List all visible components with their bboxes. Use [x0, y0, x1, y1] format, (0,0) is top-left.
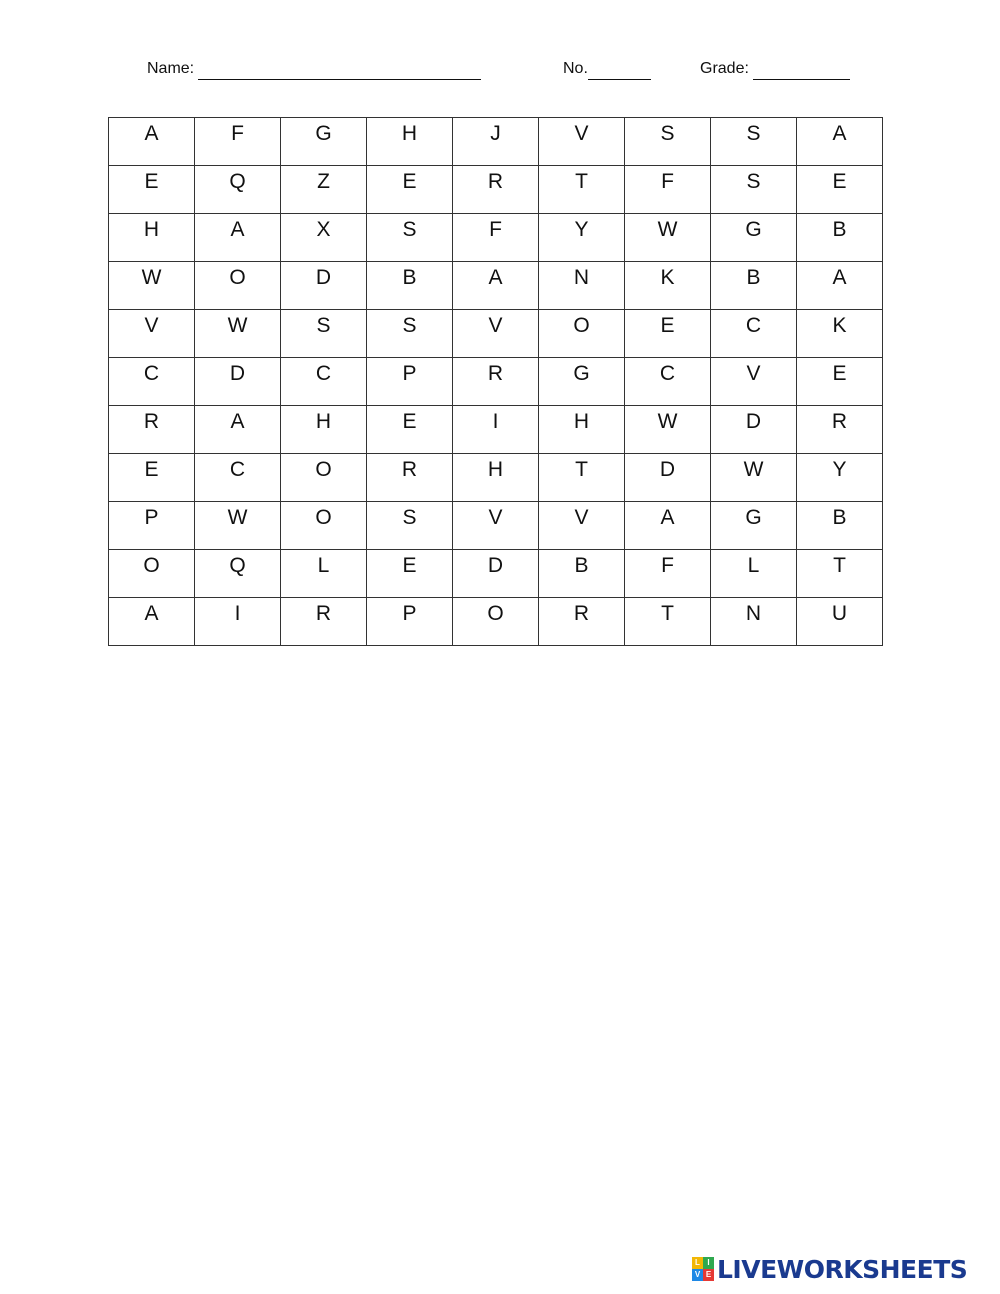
name-field[interactable] [147, 58, 481, 80]
grid-letter: Q [229, 170, 246, 193]
grid-cell[interactable] [539, 502, 625, 550]
grid-row [109, 406, 883, 454]
grid-cell[interactable] [109, 214, 195, 262]
grid-letter: L [747, 554, 760, 577]
grid-cell[interactable] [109, 598, 195, 646]
grid-cell[interactable] [281, 262, 367, 310]
grid-letter: C [143, 362, 160, 385]
grid-cell[interactable] [797, 214, 883, 262]
grid-letter: D [659, 458, 676, 481]
grid-cell[interactable] [453, 214, 539, 262]
grid-letter: S [402, 218, 417, 241]
name-label: Name: [147, 60, 195, 77]
grid-letter: O [487, 602, 504, 625]
grid-letter: E [144, 170, 159, 193]
grid-letter: C [659, 362, 676, 385]
grid-cell[interactable] [797, 550, 883, 598]
grid-cell[interactable] [109, 310, 195, 358]
grid-letter: Y [574, 218, 589, 241]
grid-letter: E [402, 170, 417, 193]
grid-letter: E [402, 554, 417, 577]
grid-cell[interactable] [797, 454, 883, 502]
grid-cell[interactable] [109, 550, 195, 598]
grid-cell[interactable] [367, 406, 453, 454]
grid-cell[interactable] [625, 262, 711, 310]
grid-letter: R [831, 410, 848, 433]
grid-cell[interactable] [281, 502, 367, 550]
grid-cell[interactable] [281, 598, 367, 646]
student-info-header [0, 58, 1000, 82]
grid-letter: W [141, 266, 162, 289]
grid-cell[interactable] [281, 214, 367, 262]
grid-cell[interactable] [711, 502, 797, 550]
grid-row [109, 358, 883, 406]
grid-cell[interactable] [195, 358, 281, 406]
grid-cell[interactable] [539, 166, 625, 214]
name-blank-line[interactable] [198, 61, 481, 80]
grid-cell[interactable] [797, 406, 883, 454]
grid-cell[interactable] [367, 214, 453, 262]
grid-letter: W [227, 314, 248, 337]
grid-letter: A [488, 266, 503, 289]
grid-cell[interactable] [539, 454, 625, 502]
grid-letter: V [746, 362, 761, 385]
grid-letter: H [315, 410, 332, 433]
grid-cell[interactable] [797, 502, 883, 550]
grid-letter: A [832, 266, 847, 289]
grid-letter: B [832, 218, 847, 241]
grid-cell[interactable] [797, 598, 883, 646]
grid-cell[interactable] [797, 358, 883, 406]
grid-letter: K [660, 266, 675, 289]
grid-letter: R [487, 362, 504, 385]
grid-cell[interactable] [625, 166, 711, 214]
grid-cell[interactable] [367, 358, 453, 406]
grid-row [109, 550, 883, 598]
grid-letter: V [574, 122, 589, 145]
grid-letter: S [746, 122, 761, 145]
number-blank-line[interactable] [588, 61, 651, 80]
grid-letter: S [402, 314, 417, 337]
grid-letter: S [316, 314, 331, 337]
grid-letter: J [490, 122, 501, 145]
grid-letter: D [229, 362, 246, 385]
grid-letter: X [316, 218, 331, 241]
grid-letter: R [401, 458, 418, 481]
grid-cell[interactable] [711, 454, 797, 502]
grid-cell[interactable] [453, 262, 539, 310]
grid-cell[interactable] [367, 262, 453, 310]
grid-letter: S [402, 506, 417, 529]
grid-letter: V [488, 506, 503, 529]
grid-letter: O [315, 506, 332, 529]
grid-cell[interactable] [109, 118, 195, 166]
grid-letter: A [660, 506, 675, 529]
number-field[interactable] [563, 58, 651, 80]
grid-letter: F [661, 554, 674, 577]
grid-letter: G [745, 218, 762, 241]
grid-letter: V [488, 314, 503, 337]
grid-cell[interactable] [367, 118, 453, 166]
grid-cell[interactable] [367, 502, 453, 550]
grid-letter: Z [317, 170, 330, 193]
grid-letter: G [573, 362, 590, 385]
grid-cell[interactable] [195, 118, 281, 166]
grid-cell[interactable] [367, 166, 453, 214]
grid-cell[interactable] [195, 214, 281, 262]
grid-cell[interactable] [453, 502, 539, 550]
grid-letter: E [144, 458, 159, 481]
grid-cell[interactable] [453, 550, 539, 598]
grid-cell[interactable] [195, 502, 281, 550]
grid-letter: Y [832, 458, 847, 481]
grid-cell[interactable] [625, 406, 711, 454]
grid-cell[interactable] [453, 118, 539, 166]
grid-cell[interactable] [539, 310, 625, 358]
grid-letter: N [573, 266, 590, 289]
grid-cell[interactable] [367, 454, 453, 502]
grid-letter: F [489, 218, 502, 241]
grid-cell[interactable] [711, 214, 797, 262]
grid-cell[interactable] [625, 502, 711, 550]
grade-blank-line[interactable] [753, 61, 850, 80]
grid-letter: I [492, 410, 499, 433]
liveworksheets-logo-icon [692, 1257, 714, 1281]
grid-letter: E [832, 362, 847, 385]
grid-letter: T [575, 458, 588, 481]
logo-mark-tile: L [692, 1257, 703, 1269]
grid-cell[interactable] [625, 118, 711, 166]
grid-cell[interactable] [625, 454, 711, 502]
grid-letter: T [661, 602, 674, 625]
grid-cell[interactable] [539, 214, 625, 262]
grid-cell[interactable] [109, 454, 195, 502]
grid-row [109, 166, 883, 214]
grid-letter: U [831, 602, 848, 625]
grid-letter: A [230, 218, 245, 241]
grid-letter: O [315, 458, 332, 481]
grid-row [109, 118, 883, 166]
grid-letter: R [143, 410, 160, 433]
grid-cell[interactable] [625, 598, 711, 646]
grid-letter: D [745, 410, 762, 433]
grid-cell[interactable] [367, 310, 453, 358]
grid-letter: T [575, 170, 588, 193]
grid-cell[interactable] [539, 118, 625, 166]
grid-letter: D [487, 554, 504, 577]
grid-cell[interactable] [797, 166, 883, 214]
grid-cell[interactable] [195, 550, 281, 598]
grid-letter: F [231, 122, 244, 145]
grid-letter: B [574, 554, 589, 577]
grid-letter: Q [229, 554, 246, 577]
grid-cell[interactable] [625, 214, 711, 262]
logo-mark-tile: E [703, 1269, 714, 1281]
grid-cell[interactable] [797, 118, 883, 166]
grid-cell[interactable] [453, 310, 539, 358]
grid-cell[interactable] [453, 166, 539, 214]
grid-cell[interactable] [711, 550, 797, 598]
grid-cell[interactable] [195, 454, 281, 502]
grid-letter: P [402, 362, 417, 385]
grid-cell[interactable] [453, 406, 539, 454]
grid-cell[interactable] [539, 598, 625, 646]
grid-letter: W [743, 458, 764, 481]
logo-mark-tile: V [692, 1269, 703, 1281]
grid-cell[interactable] [711, 358, 797, 406]
grid-letter: G [315, 122, 332, 145]
grid-cell[interactable] [109, 166, 195, 214]
grid-letter: W [227, 506, 248, 529]
grid-letter: A [144, 122, 159, 145]
grid-letter: C [315, 362, 332, 385]
grid-row [109, 502, 883, 550]
grid-letter: O [143, 554, 160, 577]
grid-letter: R [487, 170, 504, 193]
grid-cell[interactable] [281, 358, 367, 406]
grid-row [109, 598, 883, 646]
grid-letter: O [573, 314, 590, 337]
grid-cell[interactable] [281, 550, 367, 598]
grid-letter: W [657, 410, 678, 433]
grid-cell[interactable] [195, 166, 281, 214]
logo-text: LIVEWORKSHEETS [717, 1254, 968, 1284]
grid-cell[interactable] [367, 550, 453, 598]
grid-cell[interactable] [109, 358, 195, 406]
grid-cell[interactable] [281, 118, 367, 166]
grid-letter: T [833, 554, 846, 577]
grid-letter: N [745, 602, 762, 625]
grid-letter: P [402, 602, 417, 625]
grid-cell[interactable] [625, 310, 711, 358]
grid-letter: E [832, 170, 847, 193]
grid-row [109, 454, 883, 502]
grid-letter: W [657, 218, 678, 241]
grid-letter: H [487, 458, 504, 481]
grid-letter: A [144, 602, 159, 625]
grid-letter: R [315, 602, 332, 625]
grid-row [109, 214, 883, 262]
grid-cell[interactable] [711, 598, 797, 646]
grid-letter: A [832, 122, 847, 145]
grid-cell[interactable] [711, 406, 797, 454]
grid-cell[interactable] [281, 406, 367, 454]
grid-letter: O [229, 266, 246, 289]
grid-cell[interactable] [711, 166, 797, 214]
grid-cell[interactable] [109, 406, 195, 454]
grade-label: Grade: [700, 60, 749, 77]
grid-cell[interactable] [109, 502, 195, 550]
grid-cell[interactable] [539, 550, 625, 598]
grid-cell[interactable] [453, 454, 539, 502]
grid-cell[interactable] [797, 310, 883, 358]
grid-cell[interactable] [367, 598, 453, 646]
grid-letter: F [661, 170, 674, 193]
grid-letter: G [745, 506, 762, 529]
logo-mark-tile: I [703, 1257, 714, 1269]
grid-letter: D [315, 266, 332, 289]
grid-letter: V [574, 506, 589, 529]
grid-letter: I [234, 602, 241, 625]
grid-letter: B [402, 266, 417, 289]
grid-letter: B [746, 266, 761, 289]
grid-cell[interactable] [797, 262, 883, 310]
grid-cell[interactable] [281, 454, 367, 502]
grid-row [109, 310, 883, 358]
grid-letter: H [143, 218, 160, 241]
grid-letter: S [746, 170, 761, 193]
word-search-grid [108, 117, 883, 646]
grid-cell[interactable] [281, 166, 367, 214]
grid-letter: E [660, 314, 675, 337]
grid-letter: B [832, 506, 847, 529]
grid-letter: S [660, 122, 675, 145]
grid-cell[interactable] [195, 406, 281, 454]
grid-cell[interactable] [195, 262, 281, 310]
grid-cell[interactable] [195, 310, 281, 358]
grid-letter: E [402, 410, 417, 433]
grid-cell[interactable] [453, 358, 539, 406]
grade-field[interactable] [700, 58, 850, 80]
grid-letter: P [144, 506, 159, 529]
grid-cell[interactable] [625, 550, 711, 598]
grid-cell[interactable] [195, 598, 281, 646]
grid-cell[interactable] [539, 262, 625, 310]
grid-letter: R [573, 602, 590, 625]
liveworksheets-logo [692, 1254, 967, 1284]
grid-cell[interactable] [539, 406, 625, 454]
grid-letter: L [317, 554, 330, 577]
grid-letter: H [401, 122, 418, 145]
grid-letter: C [229, 458, 246, 481]
grid-letter: V [144, 314, 159, 337]
number-label: No. [563, 60, 588, 77]
grid-cell[interactable] [625, 358, 711, 406]
grid-letter: H [573, 410, 590, 433]
grid-cell[interactable] [281, 310, 367, 358]
grid-letter: C [745, 314, 762, 337]
grid-row [109, 262, 883, 310]
grid-cell[interactable] [711, 310, 797, 358]
grid-letter: K [832, 314, 847, 337]
grid-cell[interactable] [453, 598, 539, 646]
grid-cell[interactable] [711, 262, 797, 310]
grid-cell[interactable] [539, 358, 625, 406]
grid-cell[interactable] [711, 118, 797, 166]
grid-letter: A [230, 410, 245, 433]
grid-cell[interactable] [109, 262, 195, 310]
